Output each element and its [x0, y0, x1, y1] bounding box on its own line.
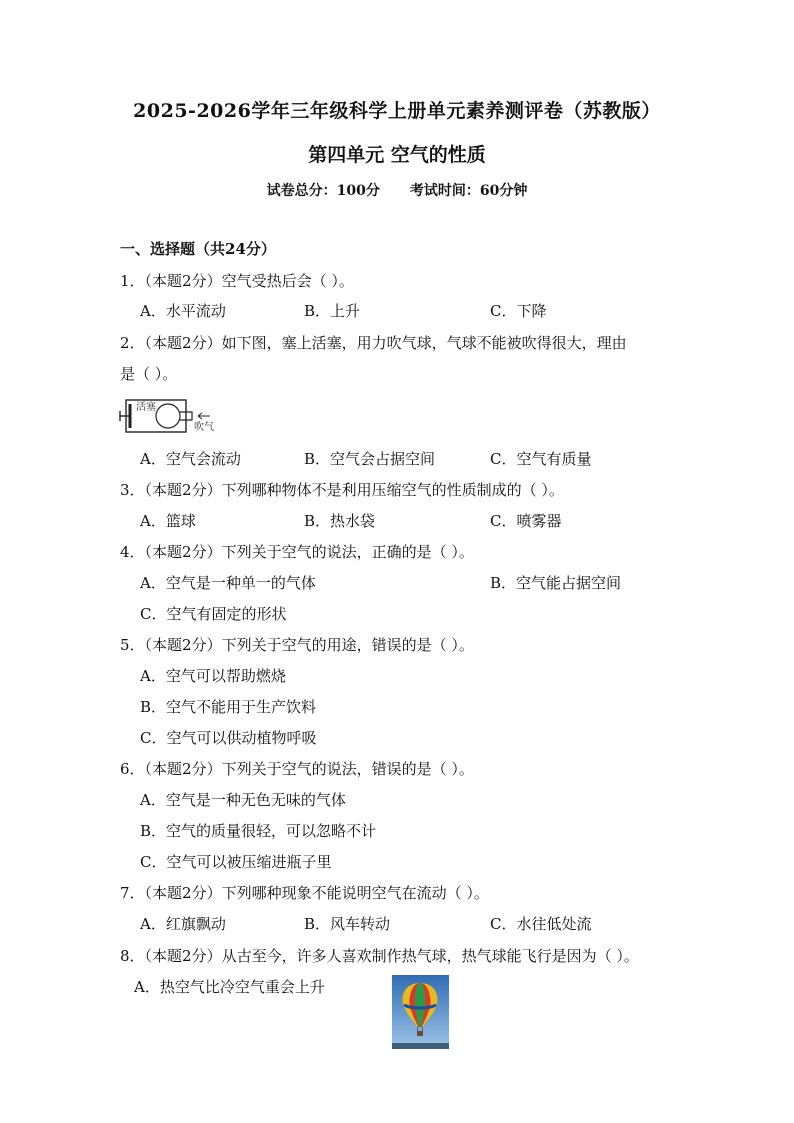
ground-strip [392, 1043, 449, 1049]
question-4-stem: 4．（本题2分）下列关于空气的说法，正确的是（ ）。 [120, 543, 474, 561]
total-score: 试卷总分：100分 [266, 183, 380, 199]
question-2-option-a[interactable]: A．空气会流动 [140, 450, 241, 468]
blow-label: 吹气 [194, 422, 214, 433]
question-5-option-b[interactable]: B．空气不能用于生产饮料 [140, 698, 317, 716]
hot-air-balloon-image [392, 975, 449, 1049]
section-title: 一、选择题（共24分） [120, 240, 276, 258]
question-3-stem: 3．（本题2分）下列哪种物体不是利用压缩空气的性质制成的（ ）。 [120, 481, 564, 499]
balloon-shape [156, 404, 180, 428]
question-8-option-a[interactable]: A．热空气比冷空气重会上升 [134, 978, 325, 996]
question-6-option-a[interactable]: A．空气是一种无色无味的气体 [140, 791, 346, 809]
question-7-option-a[interactable]: A．红旗飘动 [140, 915, 226, 933]
question-2-stem-line-2: 是（ ）。 [120, 365, 178, 383]
question-6-option-b[interactable]: B．空气的质量很轻，可以忽略不计 [140, 822, 377, 840]
question-6-stem: 6．（本题2分）下列关于空气的说法，错误的是（ ）。 [120, 760, 474, 778]
question-3-option-b[interactable]: B．热水袋 [304, 512, 376, 530]
question-7-option-b[interactable]: B．风车转动 [304, 915, 391, 933]
question-3-option-a[interactable]: A．篮球 [140, 512, 196, 530]
exam-time: 考试时间：60分钟 [409, 183, 528, 199]
question-6-option-c[interactable]: C．空气可以被压缩进瓶子里 [140, 853, 332, 871]
question-1-option-c[interactable]: C．下降 [490, 302, 547, 320]
question-4-option-c[interactable]: C．空气有固定的形状 [140, 605, 287, 623]
question-5-option-c[interactable]: C．空气可以供动植物呼吸 [140, 729, 317, 747]
piston-label: 活塞 [136, 402, 156, 413]
question-5-stem: 5．（本题2分）下列关于空气的用途，错误的是（ ）。 [120, 636, 474, 654]
exam-title: 2025-2026学年三年级科学上册单元素养测评卷（苏教版） [133, 100, 661, 122]
question-8-stem: 8．（本题2分）从古至今，许多人喜欢制作热气球，热气球能飞行是因为（ ）。 [120, 947, 639, 965]
question-2-option-c[interactable]: C．空气有质量 [490, 450, 592, 468]
question-1-stem: 1．（本题2分）空气受热后会（ ）。 [120, 272, 354, 290]
question-5-option-a[interactable]: A．空气可以帮助燃烧 [140, 667, 286, 685]
question-4-option-b[interactable]: B．空气能占据空间 [490, 574, 622, 592]
question-2-option-b[interactable]: B．空气会占据空间 [304, 450, 436, 468]
question-4-option-a[interactable]: A．空气是一种单一的气体 [140, 574, 316, 592]
piston-balloon-diagram [118, 394, 220, 438]
exam-info [0, 180, 794, 200]
question-1-option-a[interactable]: A．水平流动 [140, 302, 226, 320]
unit-subtitle: 第四单元 空气的性质 [308, 144, 486, 166]
question-1-option-b[interactable]: B．上升 [304, 302, 361, 320]
question-2-stem-line-1: 2．（本题2分）如下图，塞上活塞，用力吹气球，气球不能被吹得很大，理由 [120, 334, 627, 352]
balloon-basket [417, 1031, 423, 1036]
question-7-option-c[interactable]: C．水往低处流 [490, 915, 592, 933]
question-7-stem: 7．（本题2分）下列哪种现象不能说明空气在流动（ ）。 [120, 884, 489, 902]
question-3-option-c[interactable]: C．喷雾器 [490, 512, 562, 530]
